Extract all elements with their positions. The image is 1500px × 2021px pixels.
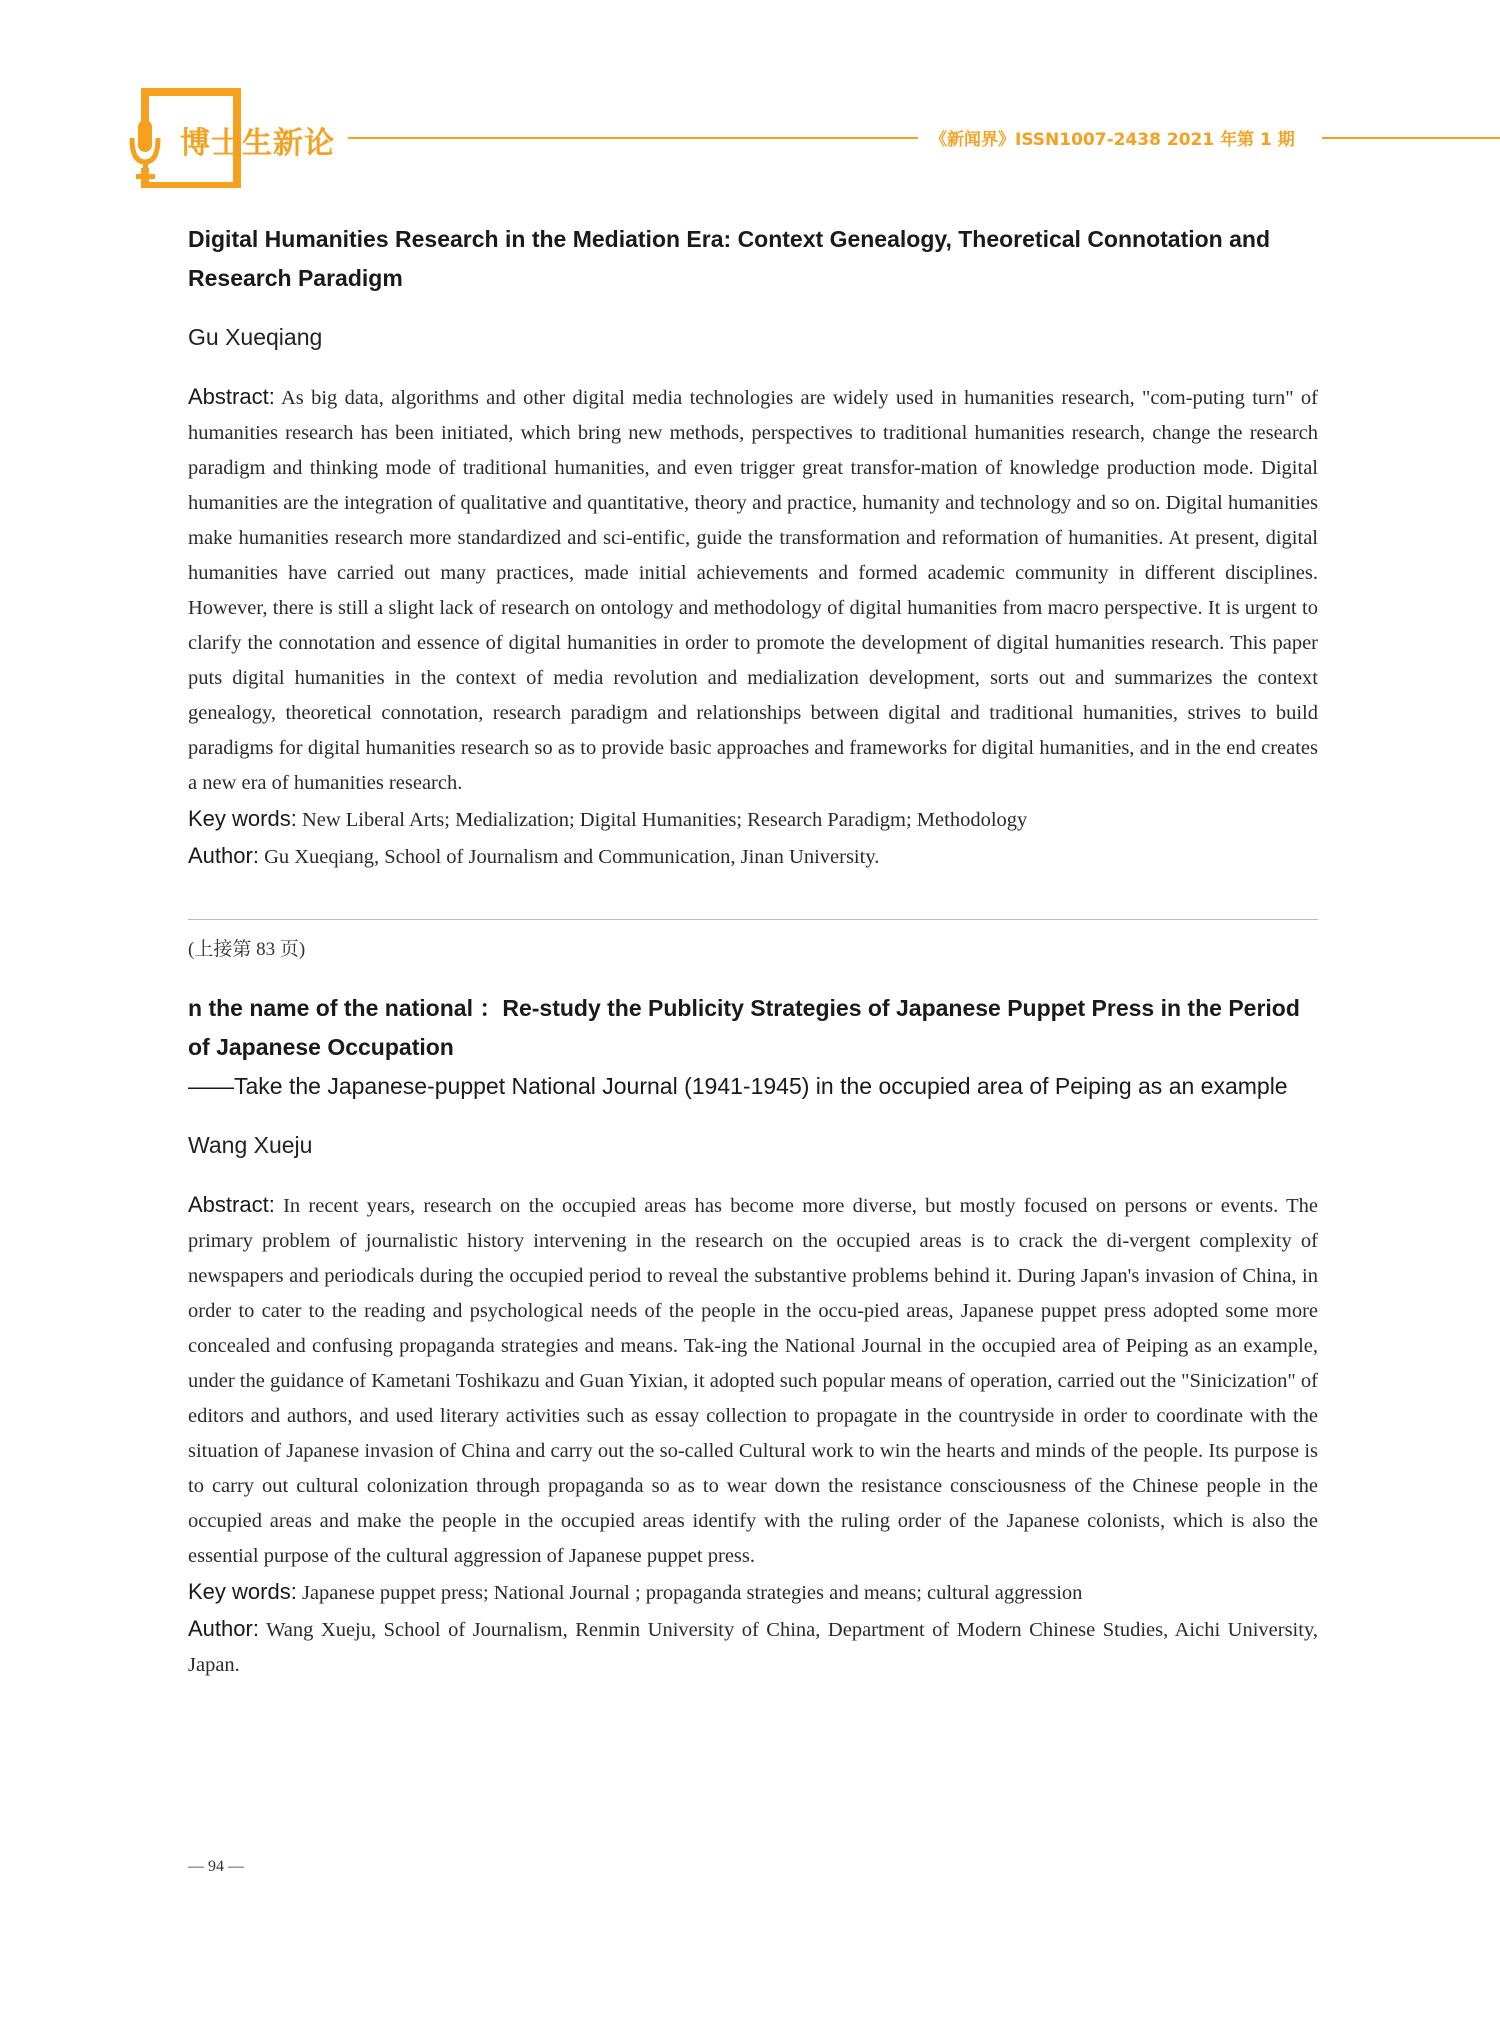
section-logo-text: 博士生新论	[180, 126, 335, 161]
article2-abstract	[188, 1187, 1318, 1574]
author-label: Author:	[188, 1616, 259, 1641]
abstract-text: In recent years, research on the occupied areas has become more diverse, but mostly focused on persons or events. The primary problem of journalistic history intervening in the research on the occupied areas is to crack the di-vergent complexity of newspapers and periodicals during the occupied period to reveal the substantive problems behind it. During Japan's invasion of China, in order to cater to the reading and psychological needs of the people in the occu-pied areas, Japanese puppet press adopted some more concealed and confusing propaganda strategies and means. Tak-ing the National Journal in the occupied area of Peiping as an example, under the guidance of Kametani Toshikazu and Guan Yixian, it adopted such popular means of operation, carried out the "Sinicization" of editors and authors, and used literary activities such as essay collection to propagate in the countryside in order to coordinate with the situation of Japanese invasion of China and carry out the so-called Cultural work to win the hearts and minds of the people. Its purpose is to carry out cultural colonization through propaganda so as to wear down the resistance consciousness of the Chinese people in the occupied areas and make the people in the occupied areas identify with the ruling order of the Japanese colonists, which is also the essential purpose of the cultural aggression of Japanese puppet press.	[188, 1195, 1318, 1567]
article1-author: Gu Xueqiang	[188, 324, 323, 350]
article2-subtitle: ——Take the Japanese-puppet National Journal (1941-1945) in the occupied area of Peiping as an example	[188, 1073, 1288, 1099]
article2-keywords	[188, 1574, 1318, 1611]
header-rule-left	[348, 137, 918, 139]
article1-keywords	[188, 801, 1318, 838]
keywords-label: Key words:	[188, 1579, 297, 1604]
journal-info: 《新闻界》ISSN1007-2438 2021 年第 1 期	[930, 130, 1295, 150]
article2-affiliation	[188, 1611, 1318, 1683]
page-content	[188, 220, 1318, 1683]
abstract-label: Abstract:	[188, 384, 275, 409]
section-divider	[188, 919, 1318, 920]
page-header	[0, 0, 1500, 200]
keywords-label: Key words:	[188, 806, 297, 831]
keywords-text: New Liberal Arts; Medialization; Digital Humanities; Research Paradigm; Methodology	[301, 809, 1028, 831]
article1-abstract	[188, 379, 1318, 801]
page-number: — 94 —	[188, 1858, 244, 1875]
affiliation-text: Wang Xueju, School of Journalism, Renmin University of China, Department of Modern Chinese Studies, Aichi University, Japan.	[188, 1619, 1318, 1676]
header-rule-right	[1322, 137, 1500, 139]
abstract-text: As big data, algorithms and other digital media technologies are widely used in humanities research, "com-puting turn" of humanities research has been initiated, which bring new methods, perspectives to traditional humanities research, change the research paradigm and thinking mode of traditional humanities, and even trigger great transfor-mation of knowledge production mode. Digital humanities are the integration of qualitative and quantitative, theory and practice, humanity and technology and so on. Digital humanities make humanities research more standardized and sci-entific, guide the transformation and reformation of humanities. At present, digital humanities have carried out many practices, made initial achievements and formed academic community in different disciplines. However, there is still a slight lack of research on ontology and methodology of digital humanities from macro perspective. It is urgent to clarify the connotation and essence of digital humanities in order to promote the development of digital humanities research. This paper puts digital humanities in the context of media revolution and medialization development, sorts out and summarizes the context genealogy, theoretical connotation, research paradigm and relationships between digital and traditional humanities, strives to build paradigms for digital humanities research so as to provide basic approaches and frameworks for digital humanities, and in the end creates a new era of humanities research.	[188, 387, 1319, 794]
author-label: Author:	[188, 843, 259, 868]
keywords-text: Japanese puppet press; National Journal ; propaganda strategies and means; cultural aggression	[301, 1582, 1083, 1604]
article1-title: Digital Humanities Research in the Mediation Era: Context Genealogy, Theoretical Connotation and Research Paradigm	[188, 226, 1271, 291]
article1-affiliation	[188, 838, 1318, 875]
abstract-label: Abstract:	[188, 1192, 275, 1217]
article2-author: Wang Xueju	[188, 1132, 313, 1158]
affiliation-text: Gu Xueqiang, School of Journalism and Communication, Jinan University.	[264, 846, 880, 868]
article2-title: n the name of the national ：Re-study the Publicity Strategies of Japanese Puppet Press in the Period of Japanese Occupation	[188, 995, 1300, 1060]
continued-note: (上接第 83 页)	[188, 939, 306, 960]
